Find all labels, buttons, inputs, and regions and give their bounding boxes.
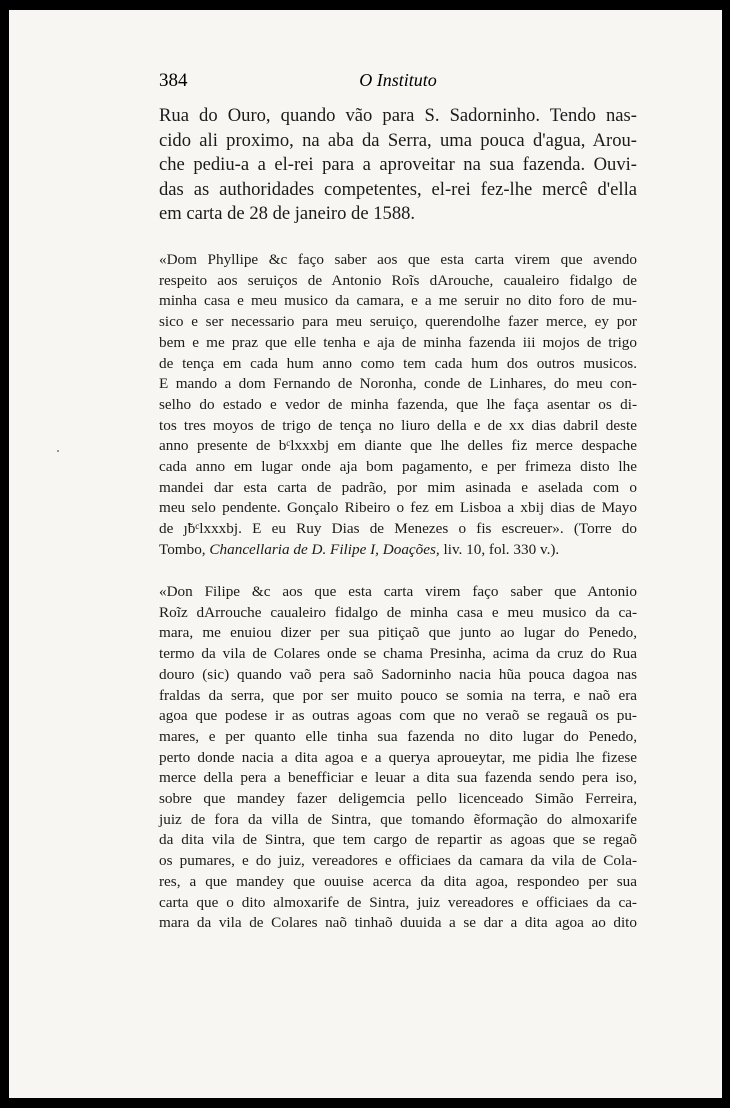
quote-citation-line — [159, 540, 637, 561]
page-speck — [57, 450, 59, 452]
intro-paragraph — [159, 104, 637, 227]
quote-line: bem e me praz que elle tenha e aja de minha fazenda iii mojos de trigo — [159, 333, 637, 351]
page-header — [159, 70, 637, 100]
quote-line: anno presente de bᶜlxxxbj em diante que lhe delles fiz merce despache — [159, 437, 637, 455]
quote-line: «Don Filipe &c aos que esta carta virem faço saber que Antonio — [159, 583, 637, 600]
quote-line: respeito aos seruiços de Antonio Roĩs dArouche, caualeiro fidalgo de — [159, 271, 637, 289]
citation-prefix: Tombo, — [159, 540, 210, 558]
quote-line: minha casa e meu musico da camara, e a me seruir no dito foro de mu- — [159, 292, 637, 310]
quote-line: perto donde nacia a dita agoa e a querya aproueytar, me pidia lhe fizese — [159, 748, 637, 766]
intro-line: das as authoridades competentes, el-rei fez-lhe mercê d'ella — [159, 178, 637, 200]
quote-line: selho do estado e vedor de minha fazenda, que lhe faça asentar os di- — [159, 395, 637, 413]
quote-line: da dita vila de Sintra, que tem cargo de repartir as agoas que se regaõ — [159, 831, 637, 849]
quote-line: cada anno em lugar onde aja bom pagamento, e per frimeza disto lhe — [159, 458, 637, 476]
quote-line: carta que o dito almoxarife de Sintra, juiz vereadores e officiaes da ca- — [159, 893, 637, 911]
intro-line: che pediu-a a el-rei para a aproveitar na sua fazenda. Ouvi- — [159, 154, 637, 176]
quote-line: mara da vila de Colares naõ tinhaõ duuida a se dar a dita agoa ao dito — [159, 914, 637, 932]
citation-title: Chancellaria de D. Filipe I, Doações, — [209, 540, 440, 558]
citation-suffix: liv. 10, fol. 330 v.). — [439, 540, 560, 558]
intro-line: em carta de 28 de janeiro de 1588. — [159, 203, 416, 225]
page-number: 384 — [159, 70, 188, 91]
quote-line: douro (sic) quando vaõ pera saõ Sadorninho nacia hũa pouca dagoa nas — [159, 665, 637, 683]
quote-line: meu selo pendente. Gonçalo Ribeiro o fez em Lisboa a xbij dias de Mayo — [159, 499, 637, 517]
quote-line: de ȷ̃bᶜlxxxbj. E eu Ruy Dias de Menezes o fis escreuer». (Torre do — [159, 520, 637, 538]
quote-line: merce della pera a benefficiar e leuar a dita sua fazenda sendo pera iso, — [159, 769, 637, 787]
quote-line: os pumares, e do juiz, vereadores e officiaes da camara da vila de Cola- — [159, 852, 637, 870]
running-title: O Instituto — [359, 70, 437, 90]
document-page — [9, 10, 722, 1098]
quote-line: E mando a dom Fernando de Noronha, conde de Linhares, do meu con- — [159, 375, 637, 393]
quote-line: «Dom Phyllipe &c faço saber aos que esta carta virem que avendo — [159, 251, 637, 268]
quote-line: fraldas da serra, que por ser muito pouco se somia na terra, e naõ era — [159, 686, 637, 704]
quote-line: mara, me enuiou dizer per sua pitiçaõ que junto ao lugar do Penedo, — [159, 624, 637, 642]
quote-block-2 — [159, 582, 637, 934]
quote-line: res, a que mandey que ouuise acerca da dita agoa, respondeo per sua — [159, 872, 637, 890]
quote-line: sobre que mandey fazer deligemcia pello licenceado Simão Ferreira, — [159, 790, 637, 808]
quote-block-1 — [159, 250, 637, 561]
quote-line: de tença em cada hum anno como tem cada hum dos outros musicos. — [159, 354, 637, 372]
quote-line: tos tres moyos de trigo de tença no liuro della e de xx dias dabril deste — [159, 416, 637, 434]
quote-line: sico e ser necessario para meu seruiço, querendolhe fazer merce, ey por — [159, 313, 637, 331]
intro-line: cido ali proximo, na aba da Serra, uma pouca d'agua, Arou- — [159, 129, 637, 151]
intro-line: Rua do Ouro, quando vão para S. Sadorninho. Tendo nas- — [159, 105, 637, 126]
quote-line: agoa que podese ir as outras agoas com que no veraõ se regauã os pu- — [159, 707, 637, 725]
quote-line: Roĩz dArrouche caualeiro fidalgo de minha casa e meu musico da ca- — [159, 603, 637, 621]
quote-line: termo da vila de Colares onde se chama Presinha, acima da cruz do Rua — [159, 645, 637, 663]
quote-line: mandei dar esta carta de padrão, por mim asinada e aselada com o — [159, 478, 637, 496]
quote-line: juiz de fora da villa de Sintra, que tomando ẽformação do almoxarife — [159, 810, 637, 828]
quote-line: mares, e per quanto elle tinha sua fazenda no dito lugar do Penedo, — [159, 727, 637, 745]
